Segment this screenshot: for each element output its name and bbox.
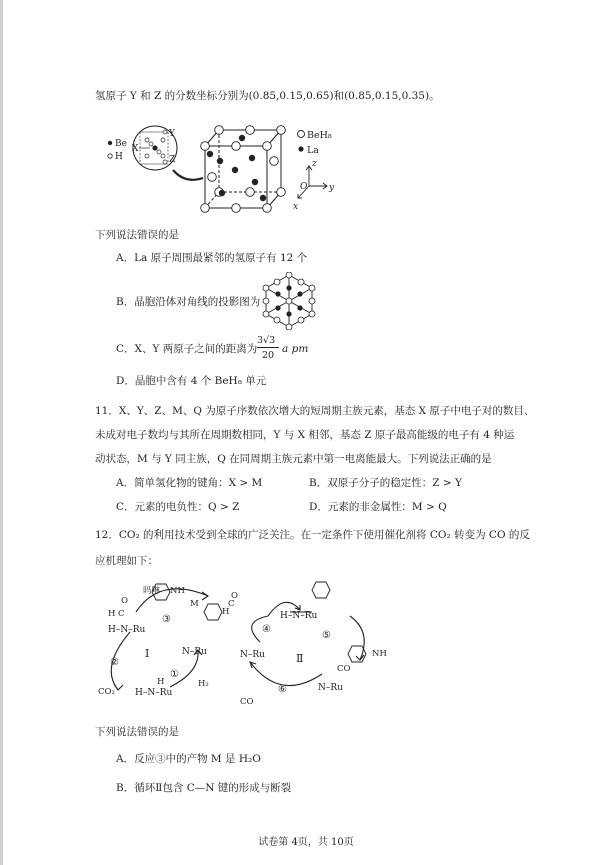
q10-intro: 氢原子 Y 和 Z 的分数坐标分别为(0.85,0.15,0.65)和(0.85,0.15,0.35)。 xyxy=(95,90,440,102)
q12-option-b: B．循环Ⅱ包含 C—N 键的形成与断裂 xyxy=(116,782,292,794)
q11-line3: 动状态，M 与 Y 同主族，Q 在同周期主族元素中第一电离能最大。下列说法正确的是 xyxy=(95,453,492,465)
q10-fraction-num: 3√3 xyxy=(257,335,276,346)
svg-text:O: O xyxy=(121,596,128,606)
legend-be: Be xyxy=(115,139,127,149)
svg-text:H: H xyxy=(157,677,165,687)
svg-text:O: O xyxy=(300,182,308,192)
q12-line1: 12．CO₂ 的利用技术受到全球的广泛关注。在一定条件下使用催化剂将 CO₂ 转变为 CO 的反 xyxy=(95,529,530,541)
svg-text:H–N–Ru: H–N–Ru xyxy=(135,688,173,698)
svg-text:C: C xyxy=(118,609,125,619)
svg-text:Ⅱ: Ⅱ xyxy=(296,652,304,665)
crystal-figure xyxy=(95,118,355,218)
svg-text:N–Ru: N–Ru xyxy=(182,647,207,657)
svg-text:②: ② xyxy=(110,657,119,668)
q10-fraction-den: 20 xyxy=(262,350,275,361)
svg-text:NH: NH xyxy=(170,586,185,596)
svg-text:吗啉: 吗啉 xyxy=(143,586,161,596)
q10-option-d: D．晶胞中含有 4 个 BeH₈ 单元 xyxy=(116,375,267,387)
svg-text:H–N–Ru: H–N–Ru xyxy=(108,625,146,635)
page-edge xyxy=(0,0,3,865)
svg-text:CO: CO xyxy=(240,697,254,707)
q12-line2: 应机理如下： xyxy=(95,555,158,567)
svg-text:H₂: H₂ xyxy=(198,679,209,689)
svg-text:M: M xyxy=(190,599,199,609)
svg-text:N–Ru: N–Ru xyxy=(318,683,343,693)
svg-text:⑤: ⑤ xyxy=(322,630,331,641)
svg-text:④: ④ xyxy=(262,624,271,635)
svg-text:H: H xyxy=(222,607,230,617)
svg-text:O: O xyxy=(231,591,238,601)
svg-text:X: X xyxy=(132,144,139,154)
q10-prompt: 下列说法错误的是 xyxy=(95,229,179,241)
q11-option-b: B．双原子分子的稳定性：Z > Y xyxy=(309,477,462,489)
svg-text:NH: NH xyxy=(372,649,387,659)
q12-prompt: 下列说法错误的是 xyxy=(95,726,179,738)
q10-option-c-unit: a pm xyxy=(282,343,309,355)
svg-text:CO: CO xyxy=(337,664,351,674)
svg-text:C: C xyxy=(228,599,235,609)
q10-option-a: A．La 原子周围最紧邻的氢原子有 12 个 xyxy=(116,252,308,264)
legend-h: H xyxy=(115,152,123,162)
q11-line2: 未成对电子数均与其所在周期数相同，Y 与 X 相邻，基态 Z 原子最高能级的电子有 4 种运 xyxy=(95,429,515,441)
svg-text:CO₂: CO₂ xyxy=(98,687,115,697)
svg-text:Z: Z xyxy=(169,155,176,165)
q10-option-c: C．X、Y 两原子之间的距离为 xyxy=(116,343,258,355)
svg-text:③: ③ xyxy=(162,614,171,625)
legend-la: La xyxy=(307,145,319,156)
svg-text:H–N–Ru: H–N–Ru xyxy=(280,611,318,621)
page-footer: 试卷第 4页，共 10页 xyxy=(258,837,354,848)
svg-text:H: H xyxy=(108,609,116,619)
q10-option-b: B．晶胞沿体对角线的投影图为 xyxy=(116,296,261,308)
svg-text:Ⅰ: Ⅰ xyxy=(145,647,150,660)
svg-text:z: z xyxy=(312,159,317,169)
svg-text:①: ① xyxy=(170,669,179,680)
q11-line1: 11．X、Y、Z、M、Q 为原子序数依次增大的短周期主族元素，基态 X 原子中电子对的数目、 xyxy=(95,405,535,417)
svg-text:y: y xyxy=(329,183,335,193)
q12-option-a: A．反应③中的产物 M 是 H₂O xyxy=(116,753,261,765)
svg-text:x: x xyxy=(293,202,299,212)
q11-option-d: D．元素的非金属性：M > Q xyxy=(309,501,447,513)
q11-option-c: C．元素的电负性：Q > Z xyxy=(116,501,240,513)
svg-text:⑥: ⑥ xyxy=(278,684,287,695)
mechanism-diagram xyxy=(90,572,420,712)
legend-beh8: BeH₈ xyxy=(307,130,332,141)
q11-option-a: A．简单氢化物的键角：X > M xyxy=(116,477,263,489)
svg-text:N–Ru: N–Ru xyxy=(240,650,265,660)
fraction-bar xyxy=(257,347,279,348)
svg-text:Y: Y xyxy=(169,129,175,139)
projection-figure xyxy=(261,272,317,330)
